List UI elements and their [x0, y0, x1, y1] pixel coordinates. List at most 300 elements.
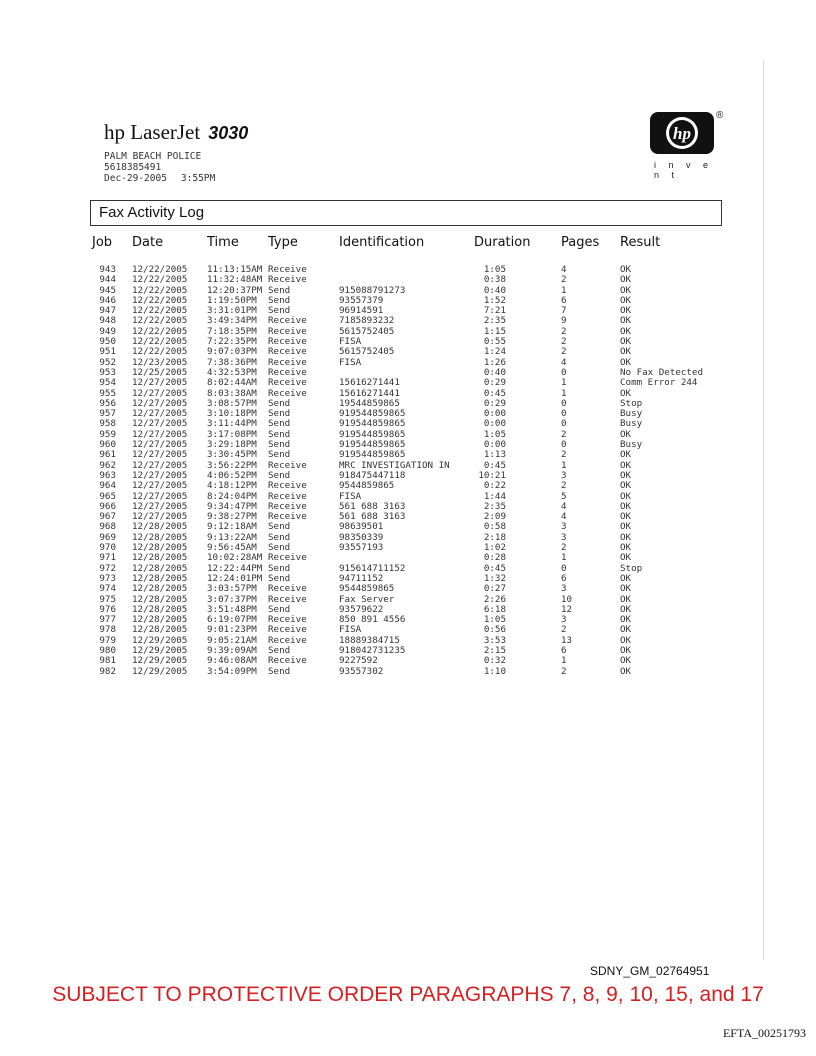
report-time: 3:55PM — [180, 173, 216, 184]
cell-pages: 2 — [561, 624, 567, 636]
cell-job: 977 — [99, 614, 116, 626]
cell-time: 3:11:44PM — [207, 418, 257, 430]
cell-duration: 7:21 — [483, 305, 506, 317]
cell-identification: 561 688 3163 — [339, 511, 406, 523]
cell-duration: 0:38 — [483, 274, 506, 286]
cell-date: 12/28/2005 — [132, 521, 188, 533]
cell-pages: 0 — [561, 366, 567, 378]
cell-job: 957 — [99, 408, 116, 420]
cell-job: 973 — [99, 572, 116, 584]
cell-date: 12/28/2005 — [132, 531, 188, 543]
cell-result: OK — [620, 336, 632, 348]
cell-date: 12/23/2005 — [132, 356, 188, 368]
cell-date: 12/27/2005 — [132, 439, 188, 451]
cell-result: OK — [620, 572, 632, 584]
cell-duration: 0:00 — [483, 408, 506, 420]
cell-date: 12/25/2005 — [132, 366, 188, 378]
cell-job: 962 — [99, 459, 116, 471]
cell-time: 12:22:44PM — [207, 562, 263, 574]
cell-pages: 3 — [561, 521, 567, 533]
cell-job: 945 — [99, 284, 116, 296]
table-header — [92, 233, 722, 253]
device-brand — [104, 120, 248, 145]
cell-result: OK — [620, 459, 632, 471]
cell-identification: 915614711152 — [339, 562, 406, 574]
cell-pages: 0 — [561, 408, 567, 420]
cell-identification: 850 891 4556 — [339, 614, 406, 626]
cell-job: 981 — [99, 655, 116, 667]
cell-identification: 5615752405 — [339, 325, 395, 337]
cell-result: Busy — [620, 408, 643, 420]
cell-time: 6:19:07PM — [207, 614, 257, 626]
cell-identification: 915088791273 — [339, 284, 406, 296]
cell-identification: 5615752405 — [339, 346, 395, 358]
cell-identification: 93557193 — [339, 542, 384, 554]
hp-logo-icon — [650, 112, 714, 154]
cell-type: Receive — [268, 655, 307, 667]
cell-identification: FISA — [339, 624, 362, 636]
cell-result: OK — [620, 315, 632, 327]
table-row — [96, 481, 722, 491]
cell-duration: 0:28 — [483, 552, 506, 564]
cell-time: 7:22:35PM — [207, 336, 257, 348]
cell-time: 3:54:09PM — [207, 665, 257, 677]
hp-logo — [650, 110, 730, 180]
cell-date: 12/28/2005 — [132, 624, 188, 636]
cell-identification: 19544859865 — [339, 397, 400, 409]
cell-duration: 1:15 — [483, 325, 506, 337]
cell-date: 12/22/2005 — [132, 294, 188, 306]
cell-time: 3:30:45PM — [207, 449, 257, 461]
cell-date: 12/27/2005 — [132, 449, 188, 461]
cell-pages: 3 — [561, 469, 567, 481]
cell-job: 951 — [99, 346, 116, 358]
cell-date: 12/29/2005 — [132, 665, 188, 677]
cell-pages: 4 — [561, 264, 567, 275]
cell-job: 970 — [99, 542, 116, 554]
cell-date: 12/27/2005 — [132, 469, 188, 481]
cell-date: 12/28/2005 — [132, 572, 188, 584]
cell-date: 12/27/2005 — [132, 428, 188, 440]
cell-type: Receive — [268, 480, 307, 492]
cell-result: Busy — [620, 418, 643, 430]
cell-time: 12:24:01PM — [207, 572, 263, 584]
cell-duration: 0:00 — [483, 439, 506, 451]
cell-type: Send — [268, 284, 291, 296]
cell-time: 11:32:48AM — [207, 274, 263, 286]
cell-duration: 0:55 — [483, 336, 506, 348]
cell-type: Receive — [268, 500, 307, 512]
cell-pages: 1 — [561, 655, 567, 667]
report-datetime — [104, 173, 248, 184]
cell-date: 12/22/2005 — [132, 325, 188, 337]
cell-job: 953 — [99, 366, 116, 378]
cell-pages: 2 — [561, 665, 567, 677]
cell-result: OK — [620, 542, 632, 554]
cell-job: 972 — [99, 562, 116, 574]
cell-pages: 7 — [561, 305, 567, 317]
hp-tagline: i n v e n t — [654, 160, 714, 180]
cell-type: Send — [268, 603, 291, 615]
cell-result: OK — [620, 583, 632, 595]
report-title: Fax Activity Log — [99, 204, 205, 221]
cell-type: Receive — [268, 624, 307, 636]
cell-identification: 919544859865 — [339, 428, 406, 440]
cell-type: Send — [268, 294, 291, 306]
cell-time: 3:56:22PM — [207, 459, 257, 471]
cell-job: 955 — [99, 387, 116, 399]
cell-time: 11:13:15AM — [207, 264, 263, 275]
cell-pages: 3 — [561, 531, 567, 543]
cell-duration: 1:10 — [483, 665, 506, 677]
cell-result: OK — [620, 274, 632, 286]
cell-time: 8:24:04PM — [207, 490, 257, 502]
cell-pages: 2 — [561, 346, 567, 358]
cell-date: 12/27/2005 — [132, 500, 188, 512]
cell-duration: 1:24 — [483, 346, 506, 358]
cell-time: 3:10:18PM — [207, 408, 257, 420]
cell-time: 9:38:27PM — [207, 511, 257, 523]
cell-job: 966 — [99, 500, 116, 512]
cell-result: OK — [620, 346, 632, 358]
cell-job: 969 — [99, 531, 116, 543]
cell-result: OK — [620, 624, 632, 636]
cell-result: OK — [620, 665, 632, 677]
cell-identification: 96914591 — [339, 305, 384, 317]
cell-job: 971 — [99, 552, 116, 564]
cell-time: 12:20:37PM — [207, 284, 263, 296]
cell-result: No Fax Detected — [620, 366, 703, 378]
cell-date: 12/27/2005 — [132, 397, 188, 409]
cell-job: 958 — [99, 418, 116, 430]
cell-date: 12/29/2005 — [132, 655, 188, 667]
cell-duration: 0:58 — [483, 521, 506, 533]
cell-identification: 918475447118 — [339, 469, 406, 481]
cell-result: OK — [620, 552, 632, 564]
cell-date: 12/27/2005 — [132, 418, 188, 430]
cell-type: Receive — [268, 315, 307, 327]
cell-date: 12/28/2005 — [132, 562, 188, 574]
cell-job: 978 — [99, 624, 116, 636]
cell-type: Receive — [268, 325, 307, 337]
cell-result: Busy — [620, 439, 643, 451]
cell-identification: MRC INVESTIGATION IN — [339, 459, 450, 471]
cell-job: 979 — [99, 634, 116, 646]
cell-job: 976 — [99, 603, 116, 615]
cell-result: OK — [620, 480, 632, 492]
header-pages: Pages — [561, 235, 600, 250]
sender-name: PALM BEACH POLICE — [104, 151, 202, 162]
cell-job: 949 — [99, 325, 116, 337]
cell-type: Send — [268, 562, 291, 574]
hp-logo-badge — [650, 112, 714, 154]
brand-name: hp LaserJet — [104, 120, 201, 144]
cell-pages: 0 — [561, 562, 567, 574]
cell-job: 956 — [99, 397, 116, 409]
cell-job: 980 — [99, 644, 116, 656]
cell-date: 12/28/2005 — [132, 583, 188, 595]
cell-type: Receive — [268, 387, 307, 399]
cell-type: Send — [268, 644, 291, 656]
cell-pages: 13 — [561, 634, 573, 646]
cell-duration: 0:40 — [483, 284, 506, 296]
header-duration: Duration — [474, 235, 531, 250]
cell-pages: 6 — [561, 294, 567, 306]
cell-identification: 18889384715 — [339, 634, 400, 646]
cell-result: OK — [620, 614, 632, 626]
cell-duration: 6:18 — [483, 603, 506, 615]
cell-job: 950 — [99, 336, 116, 348]
cell-result: OK — [620, 531, 632, 543]
cell-pages: 4 — [561, 500, 567, 512]
cell-identification: 9544859865 — [339, 583, 395, 595]
table-row — [96, 584, 722, 594]
cell-result: OK — [620, 428, 632, 440]
cell-result: OK — [620, 490, 632, 502]
cell-identification: 7185893232 — [339, 315, 395, 327]
cell-duration: 1:44 — [483, 490, 506, 502]
cell-date: 12/27/2005 — [132, 511, 188, 523]
cell-job: 948 — [99, 315, 116, 327]
cell-time: 3:17:08PM — [207, 428, 257, 440]
cell-date: 12/28/2005 — [132, 542, 188, 554]
cell-duration: 0:22 — [483, 480, 506, 492]
cell-duration: 2:35 — [483, 500, 506, 512]
cell-result: OK — [620, 644, 632, 656]
cell-pages: 9 — [561, 315, 567, 327]
cell-duration: 1:32 — [483, 572, 506, 584]
cell-time: 4:32:53PM — [207, 366, 257, 378]
cell-result: OK — [620, 511, 632, 523]
scan-edge-line — [763, 60, 764, 960]
cell-type: Send — [268, 439, 291, 451]
cell-type: Receive — [268, 366, 307, 378]
cell-job: 965 — [99, 490, 116, 502]
cell-type: Send — [268, 542, 291, 554]
cell-pages: 4 — [561, 511, 567, 523]
cell-job: 967 — [99, 511, 116, 523]
cell-result: OK — [620, 264, 632, 275]
cell-identification: 93579622 — [339, 603, 384, 615]
cell-result: OK — [620, 603, 632, 615]
cell-type: Send — [268, 449, 291, 461]
cell-identification: 9227592 — [339, 655, 378, 667]
cell-result: Comm Error 244 — [620, 377, 698, 389]
cell-job: 961 — [99, 449, 116, 461]
header-identification: Identification — [339, 235, 425, 250]
cell-pages: 10 — [561, 593, 573, 605]
cell-identification: 98639501 — [339, 521, 384, 533]
cell-pages: 2 — [561, 449, 567, 461]
cell-date: 12/29/2005 — [132, 634, 188, 646]
cell-time: 9:34:47PM — [207, 500, 257, 512]
cell-duration: 0:32 — [483, 655, 506, 667]
cell-job: 964 — [99, 480, 116, 492]
header-type: Type — [268, 235, 298, 250]
cell-result: OK — [620, 500, 632, 512]
table-body — [96, 265, 722, 677]
cell-type: Send — [268, 408, 291, 420]
cell-type: Send — [268, 418, 291, 430]
cell-identification: FISA — [339, 490, 362, 502]
cell-time: 9:05:21AM — [207, 634, 257, 646]
cell-pages: 12 — [561, 603, 573, 615]
cell-time: 3:03:57PM — [207, 583, 257, 595]
cell-identification: 561 688 3163 — [339, 500, 406, 512]
cell-pages: 6 — [561, 572, 567, 584]
cell-duration: 1:13 — [483, 449, 506, 461]
cell-pages: 1 — [561, 284, 567, 296]
cell-pages: 2 — [561, 336, 567, 348]
cell-result: Stop — [620, 562, 643, 574]
report-header — [104, 120, 248, 184]
cell-identification: 918042731235 — [339, 644, 406, 656]
cell-time: 4:06:52PM — [207, 469, 257, 481]
cell-duration: 2:15 — [483, 644, 506, 656]
cell-pages: 1 — [561, 387, 567, 399]
cell-identification: 15616271441 — [339, 377, 400, 389]
cell-duration: 0:45 — [483, 387, 506, 399]
cell-pages: 2 — [561, 542, 567, 554]
cell-identification: 93557302 — [339, 665, 384, 677]
cell-duration: 2:35 — [483, 315, 506, 327]
cell-duration: 2:26 — [483, 593, 506, 605]
cell-job: 975 — [99, 593, 116, 605]
cell-type: Send — [268, 305, 291, 317]
cell-time: 8:03:38AM — [207, 387, 257, 399]
cell-job: 954 — [99, 377, 116, 389]
cell-time: 3:31:01PM — [207, 305, 257, 317]
cell-result: OK — [620, 449, 632, 461]
cell-job: 963 — [99, 469, 116, 481]
cell-date: 12/22/2005 — [132, 346, 188, 358]
header-date: Date — [132, 235, 164, 250]
cell-result: OK — [620, 356, 632, 368]
cell-job: 952 — [99, 356, 116, 368]
cell-time: 10:02:28AM — [207, 552, 263, 564]
cell-date: 12/22/2005 — [132, 274, 188, 286]
cell-pages: 4 — [561, 356, 567, 368]
cell-result: OK — [620, 521, 632, 533]
cell-type: Receive — [268, 511, 307, 523]
cell-pages: 0 — [561, 418, 567, 430]
cell-duration: 1:05 — [483, 264, 506, 275]
cell-pages: 6 — [561, 644, 567, 656]
cell-duration: 10:21 — [478, 469, 506, 481]
hp-logo-text: hp — [673, 124, 691, 143]
cell-result: OK — [620, 305, 632, 317]
cell-pages: 1 — [561, 459, 567, 471]
cell-date: 12/28/2005 — [132, 614, 188, 626]
cell-type: Receive — [268, 264, 307, 275]
cell-identification: 98350339 — [339, 531, 384, 543]
cell-type: Receive — [268, 614, 307, 626]
cell-job: 946 — [99, 294, 116, 306]
table-row — [96, 667, 722, 677]
cell-date: 12/22/2005 — [132, 336, 188, 348]
cell-time: 7:18:35PM — [207, 325, 257, 337]
fax-log-table — [92, 233, 722, 677]
cell-identification: 93557379 — [339, 294, 384, 306]
cell-time: 9:46:08AM — [207, 655, 257, 667]
cell-pages: 2 — [561, 325, 567, 337]
cell-duration: 1:52 — [483, 294, 506, 306]
cell-date: 12/27/2005 — [132, 459, 188, 471]
cell-time: 3:49:34PM — [207, 315, 257, 327]
cell-time: 1:19:50PM — [207, 294, 257, 306]
cell-duration: 2:09 — [483, 511, 506, 523]
cell-type: Send — [268, 469, 291, 481]
cell-pages: 2 — [561, 480, 567, 492]
cell-pages: 1 — [561, 552, 567, 564]
registered-mark: ® — [716, 110, 724, 121]
cell-date: 12/28/2005 — [132, 593, 188, 605]
cell-date: 12/22/2005 — [132, 264, 188, 275]
cell-date: 12/28/2005 — [132, 552, 188, 564]
cell-identification: FISA — [339, 336, 362, 348]
cell-date: 12/28/2005 — [132, 603, 188, 615]
cell-type: Receive — [268, 593, 307, 605]
cell-type: Send — [268, 572, 291, 584]
cell-job: 959 — [99, 428, 116, 440]
cell-result: OK — [620, 294, 632, 306]
sender-number: 5618385491 — [104, 162, 162, 173]
model-number: 3030 — [208, 123, 249, 143]
cell-date: 12/22/2005 — [132, 284, 188, 296]
cell-job: 960 — [99, 439, 116, 451]
cell-type: Send — [268, 665, 291, 677]
cell-time: 3:51:48PM — [207, 603, 257, 615]
cell-time: 9:07:03PM — [207, 346, 257, 358]
cell-time: 9:56:45AM — [207, 542, 257, 554]
cell-type: Receive — [268, 490, 307, 502]
cell-date: 12/27/2005 — [132, 377, 188, 389]
cell-identification: 919544859865 — [339, 449, 406, 461]
cell-date: 12/27/2005 — [132, 387, 188, 399]
cell-duration: 1:05 — [483, 614, 506, 626]
cell-pages: 0 — [561, 397, 567, 409]
cell-duration: 0:56 — [483, 624, 506, 636]
cell-identification: 94711152 — [339, 572, 384, 584]
cell-type: Receive — [268, 336, 307, 348]
header-time: Time — [207, 235, 239, 250]
cell-duration: 3:53 — [483, 634, 506, 646]
cell-pages: 0 — [561, 439, 567, 451]
cell-type: Send — [268, 521, 291, 533]
cell-type: Receive — [268, 346, 307, 358]
cell-result: Stop — [620, 397, 643, 409]
cell-duration: 0:45 — [483, 562, 506, 574]
cell-duration: 0:40 — [483, 366, 506, 378]
cell-result: OK — [620, 655, 632, 667]
cell-date: 12/27/2005 — [132, 408, 188, 420]
cell-date: 12/29/2005 — [132, 644, 188, 656]
cell-job: 982 — [99, 665, 116, 677]
cell-identification: 919544859865 — [339, 408, 406, 420]
cell-date: 12/22/2005 — [132, 305, 188, 317]
cell-type: Send — [268, 428, 291, 440]
cell-result: OK — [620, 325, 632, 337]
cell-type: Receive — [268, 583, 307, 595]
cell-identification: 9544859865 — [339, 480, 395, 492]
header-job: Job — [92, 235, 113, 250]
cell-duration: 1:26 — [483, 356, 506, 368]
cell-job: 947 — [99, 305, 116, 317]
cell-identification: 919544859865 — [339, 439, 406, 451]
report-title-box — [90, 200, 722, 226]
cell-duration: 0:29 — [483, 397, 506, 409]
cell-duration: 0:29 — [483, 377, 506, 389]
